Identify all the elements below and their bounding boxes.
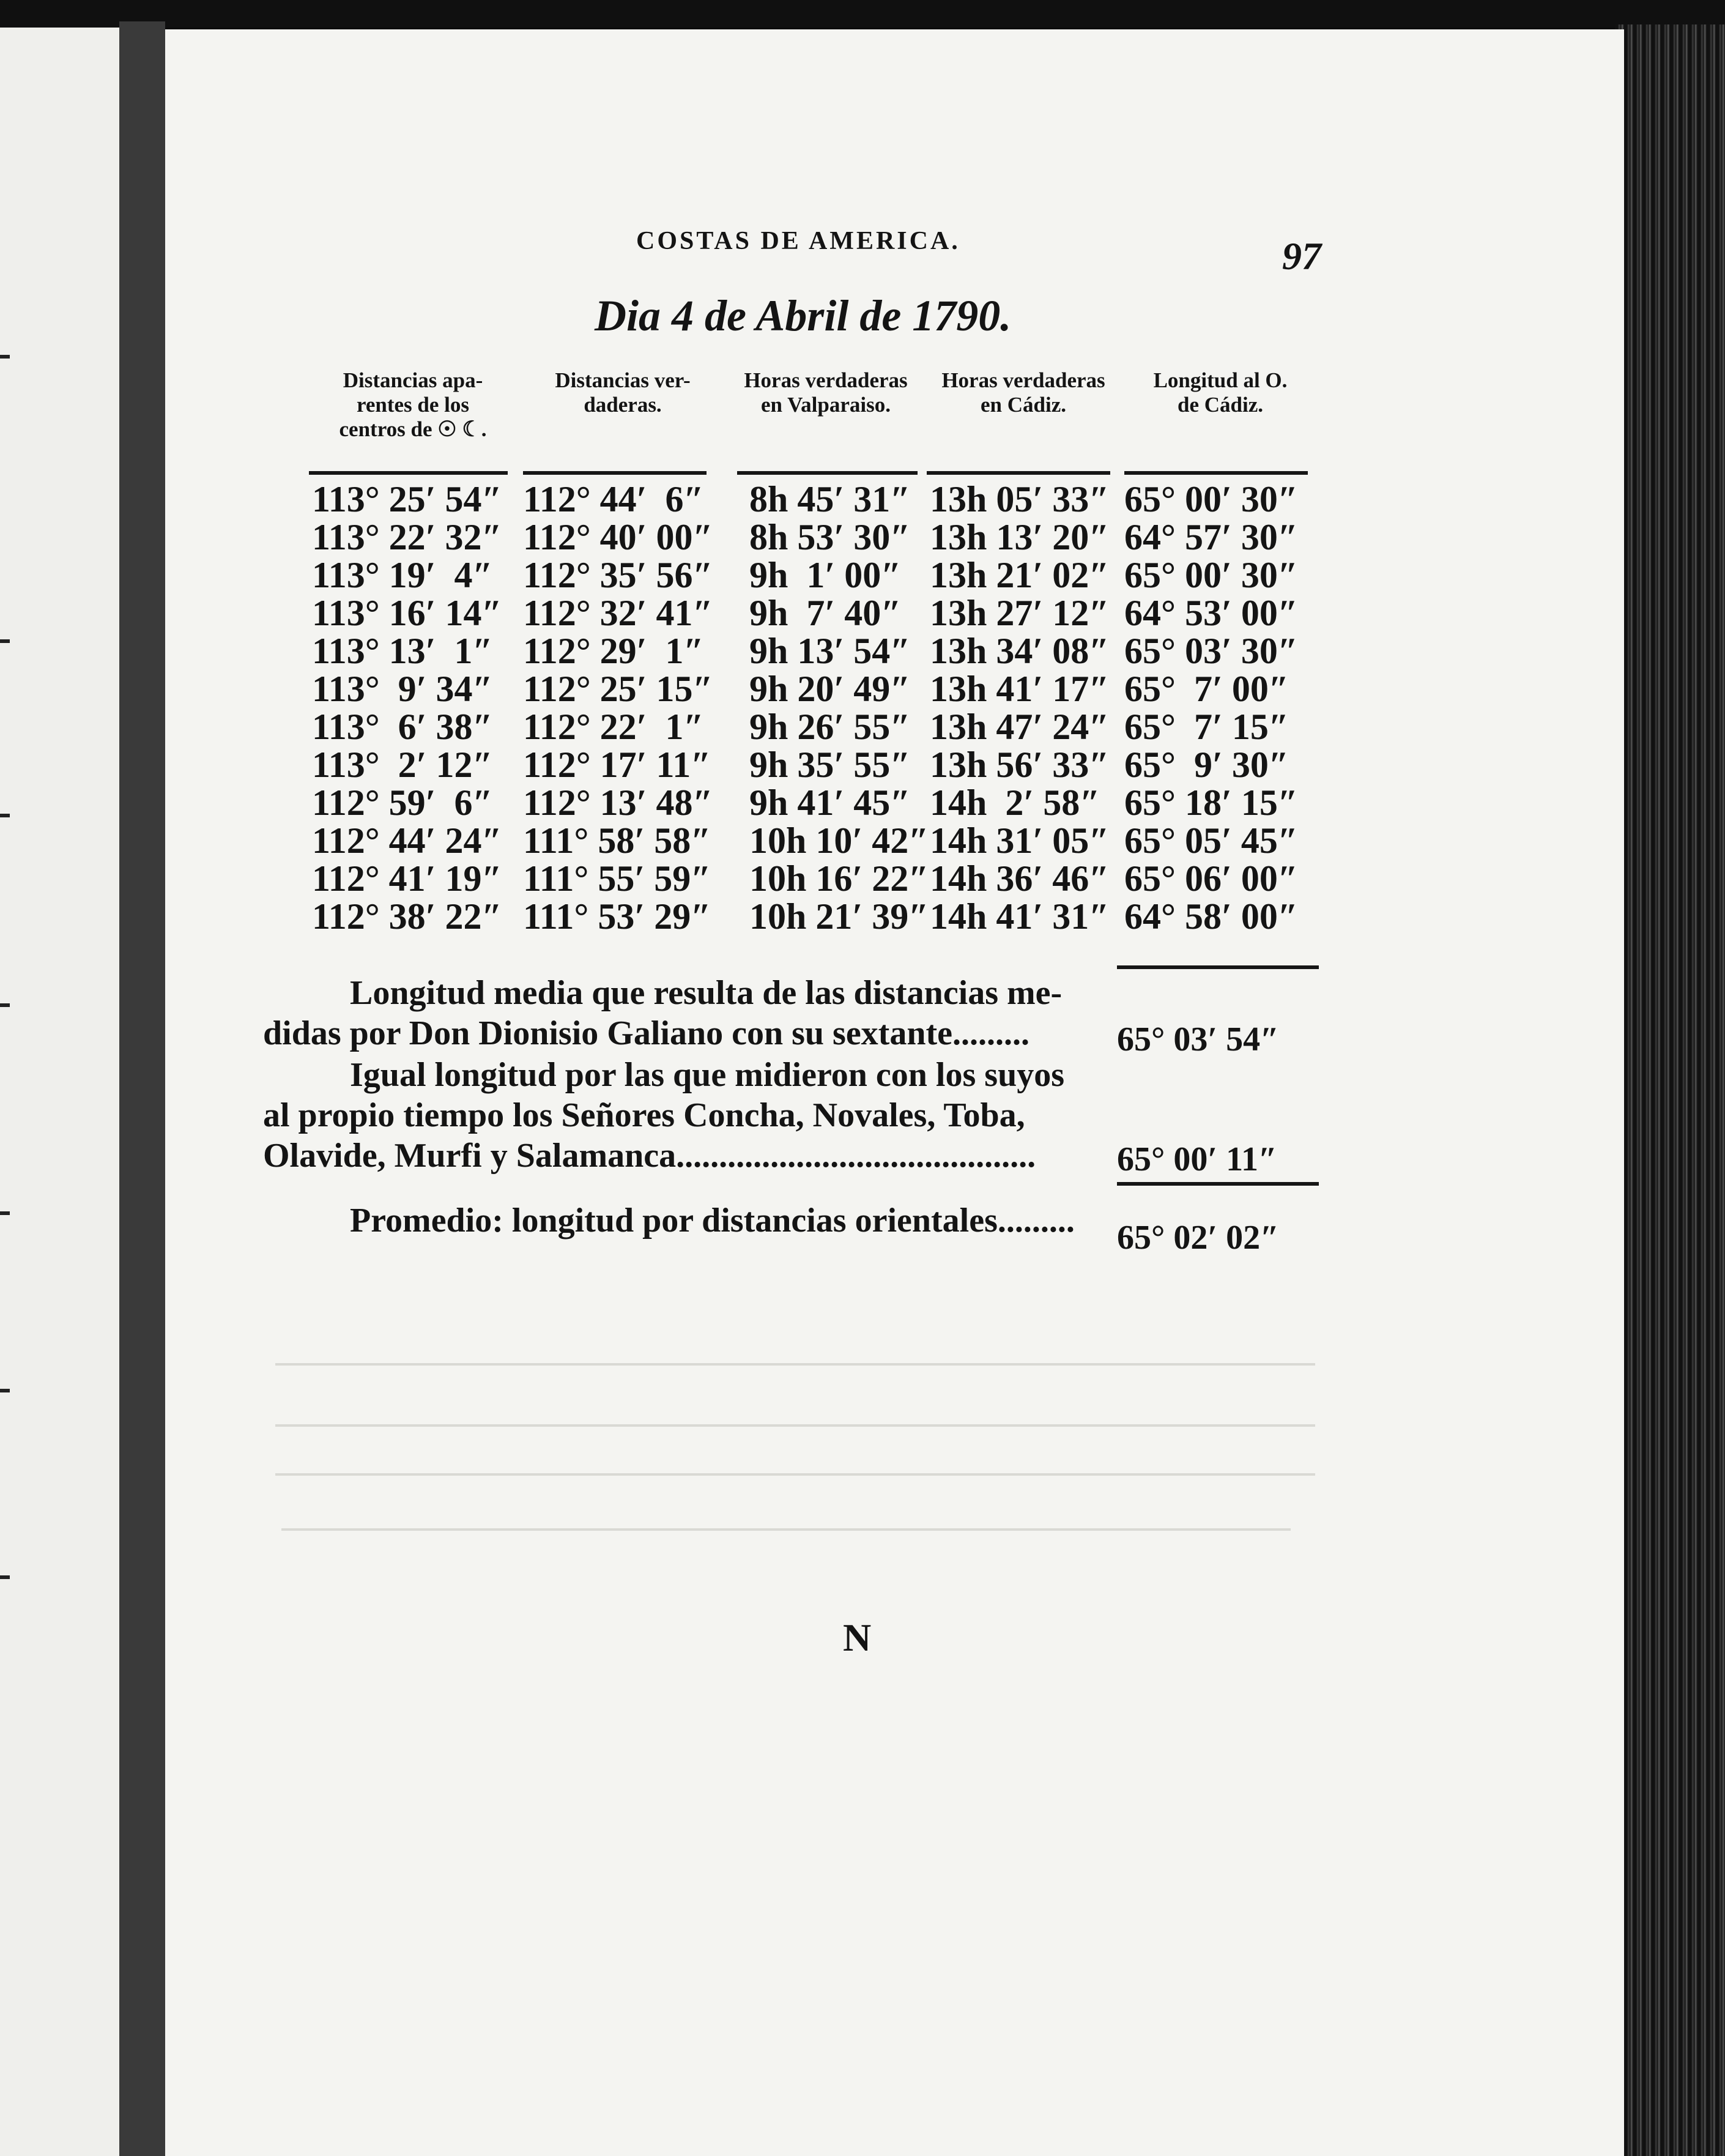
table-cell: 65° 00′ 30″ <box>1124 555 1299 595</box>
margin-tick <box>0 639 10 643</box>
table-cell: 13h 21′ 02″ <box>930 555 1110 595</box>
show-through-line <box>275 1424 1315 1427</box>
margin-tick <box>0 1003 10 1007</box>
table-cell: 13h 13′ 20″ <box>930 517 1110 557</box>
summary-value: 65° 03′ 54″ <box>1117 1020 1280 1058</box>
table-cell: 112° 13′ 48″ <box>523 782 713 823</box>
table-cell: 65° 06′ 00″ <box>1124 858 1299 899</box>
table-cell: 113° 16′ 14″ <box>312 593 502 633</box>
table-cell: 112° 17′ 11″ <box>523 745 711 785</box>
summary-line: Promedio: longitud por distancias orientales......... <box>324 1202 1075 1240</box>
table-cell: 13h 34′ 08″ <box>930 631 1110 671</box>
table-cell: 13h 41′ 17″ <box>930 669 1110 709</box>
show-through-line <box>275 1363 1315 1366</box>
table-cell: 9h 1′ 00″ <box>749 555 902 595</box>
table-cell: 112° 29′ 1″ <box>523 631 704 671</box>
book-gutter <box>119 21 165 2156</box>
page-fore-edge <box>1615 24 1725 2156</box>
show-through-line <box>275 1473 1315 1476</box>
summary-line: Igual longitud por las que midieron con los suyos <box>324 1056 1065 1094</box>
column-header: Horas verdaderas en Valparaiso. <box>744 368 908 417</box>
table-cell: 113° 2′ 12″ <box>312 745 493 785</box>
table-cell: 112° 32′ 41″ <box>523 593 713 633</box>
table-cell: 65° 05′ 45″ <box>1124 820 1299 861</box>
table-cell: 112° 25′ 15″ <box>523 669 713 709</box>
table-cell: 9h 13′ 54″ <box>749 631 911 671</box>
table-cell: 112° 44′ 24″ <box>312 820 502 861</box>
table-cell: 113° 6′ 38″ <box>312 707 493 747</box>
facing-page-edge <box>0 28 119 2156</box>
margin-tick <box>0 355 10 359</box>
table-cell: 9h 35′ 55″ <box>749 745 911 785</box>
table-cell: 9h 7′ 40″ <box>749 593 902 633</box>
table-cell: 10h 16′ 22″ <box>749 858 929 899</box>
column-header: Distancias apa- rentes de los centros de ☉ ☾. <box>339 368 487 441</box>
table-cell: 112° 35′ 56″ <box>523 555 713 595</box>
summary-line: didas por Don Dionisio Galiano con su sextante......... <box>263 1014 1029 1052</box>
table-cell: 65° 03′ 30″ <box>1124 631 1299 671</box>
table-cell: 111° 58′ 58″ <box>523 820 711 861</box>
table-cell: 113° 19′ 4″ <box>312 555 493 595</box>
table-cell: 13h 27′ 12″ <box>930 593 1110 633</box>
margin-tick <box>0 1211 10 1215</box>
column-rule <box>737 471 918 475</box>
table-cell: 8h 53′ 30″ <box>749 517 911 557</box>
table-cell: 14h 36′ 46″ <box>930 858 1110 899</box>
running-title: COSTAS DE AMERICA. <box>636 227 960 255</box>
table-title: Dia 4 de Abril de 1790. <box>595 291 1012 340</box>
table-cell: 111° 53′ 29″ <box>523 896 711 937</box>
table-cell: 112° 59′ 6″ <box>312 782 493 823</box>
margin-tick <box>0 814 10 817</box>
summary-line: Longitud media que resulta de las distancias me- <box>324 974 1063 1012</box>
margin-tick <box>0 1575 10 1579</box>
show-through-line <box>281 1528 1291 1531</box>
rule <box>1117 1182 1319 1186</box>
table-cell: 8h 45′ 31″ <box>749 479 911 519</box>
table-cell: 14h 31′ 05″ <box>930 820 1110 861</box>
scan-top-border <box>0 0 1725 28</box>
table-cell: 112° 38′ 22″ <box>312 896 502 937</box>
table-cell: 64° 53′ 00″ <box>1124 593 1299 633</box>
table-cell: 10h 21′ 39″ <box>749 896 929 937</box>
table-cell: 9h 41′ 45″ <box>749 782 911 823</box>
table-cell: 113° 22′ 32″ <box>312 517 502 557</box>
total-rule <box>1117 965 1319 969</box>
column-rule <box>927 471 1110 475</box>
table-cell: 64° 57′ 30″ <box>1124 517 1299 557</box>
column-header: Distancias ver- daderas. <box>555 368 691 417</box>
column-header: Longitud al O. de Cádiz. <box>1153 368 1288 417</box>
summary-line: al propio tiempo los Señores Concha, Novales, Toba, <box>263 1096 1025 1134</box>
page-number: 97 <box>1282 234 1321 278</box>
column-rule <box>1124 471 1308 475</box>
column-header: Horas verdaderas en Cádiz. <box>941 368 1105 417</box>
table-cell: 64° 58′ 00″ <box>1124 896 1299 937</box>
column-rule <box>523 471 707 475</box>
table-cell: 9h 26′ 55″ <box>749 707 911 747</box>
margin-tick <box>0 1389 10 1392</box>
table-cell: 113° 9′ 34″ <box>312 669 493 709</box>
table-cell: 111° 55′ 59″ <box>523 858 711 899</box>
summary-value: 65° 02′ 02″ <box>1117 1219 1280 1257</box>
table-cell: 13h 56′ 33″ <box>930 745 1110 785</box>
table-cell: 13h 47′ 24″ <box>930 707 1110 747</box>
summary-value: 65° 00′ 11″ <box>1117 1140 1277 1178</box>
column-rule <box>309 471 508 475</box>
table-cell: 14h 2′ 58″ <box>930 782 1100 823</box>
table-cell: 65° 00′ 30″ <box>1124 479 1299 519</box>
table-cell: 112° 22′ 1″ <box>523 707 704 747</box>
table-cell: 10h 10′ 42″ <box>749 820 929 861</box>
table-cell: 112° 41′ 19″ <box>312 858 502 899</box>
signature-mark: N <box>843 1616 872 1659</box>
table-cell: 112° 44′ 6″ <box>523 479 704 519</box>
table-cell: 13h 05′ 33″ <box>930 479 1110 519</box>
table-cell: 113° 13′ 1″ <box>312 631 493 671</box>
table-cell: 65° 9′ 30″ <box>1124 745 1289 785</box>
summary-line: Olavide, Murfi y Salamanca.......................................... <box>263 1137 1036 1175</box>
table-cell: 113° 25′ 54″ <box>312 479 502 519</box>
table-cell: 65° 18′ 15″ <box>1124 782 1299 823</box>
table-cell: 65° 7′ 15″ <box>1124 707 1289 747</box>
table-cell: 65° 7′ 00″ <box>1124 669 1289 709</box>
table-cell: 112° 40′ 00″ <box>523 517 713 557</box>
table-cell: 14h 41′ 31″ <box>930 896 1110 937</box>
table-cell: 9h 20′ 49″ <box>749 669 911 709</box>
